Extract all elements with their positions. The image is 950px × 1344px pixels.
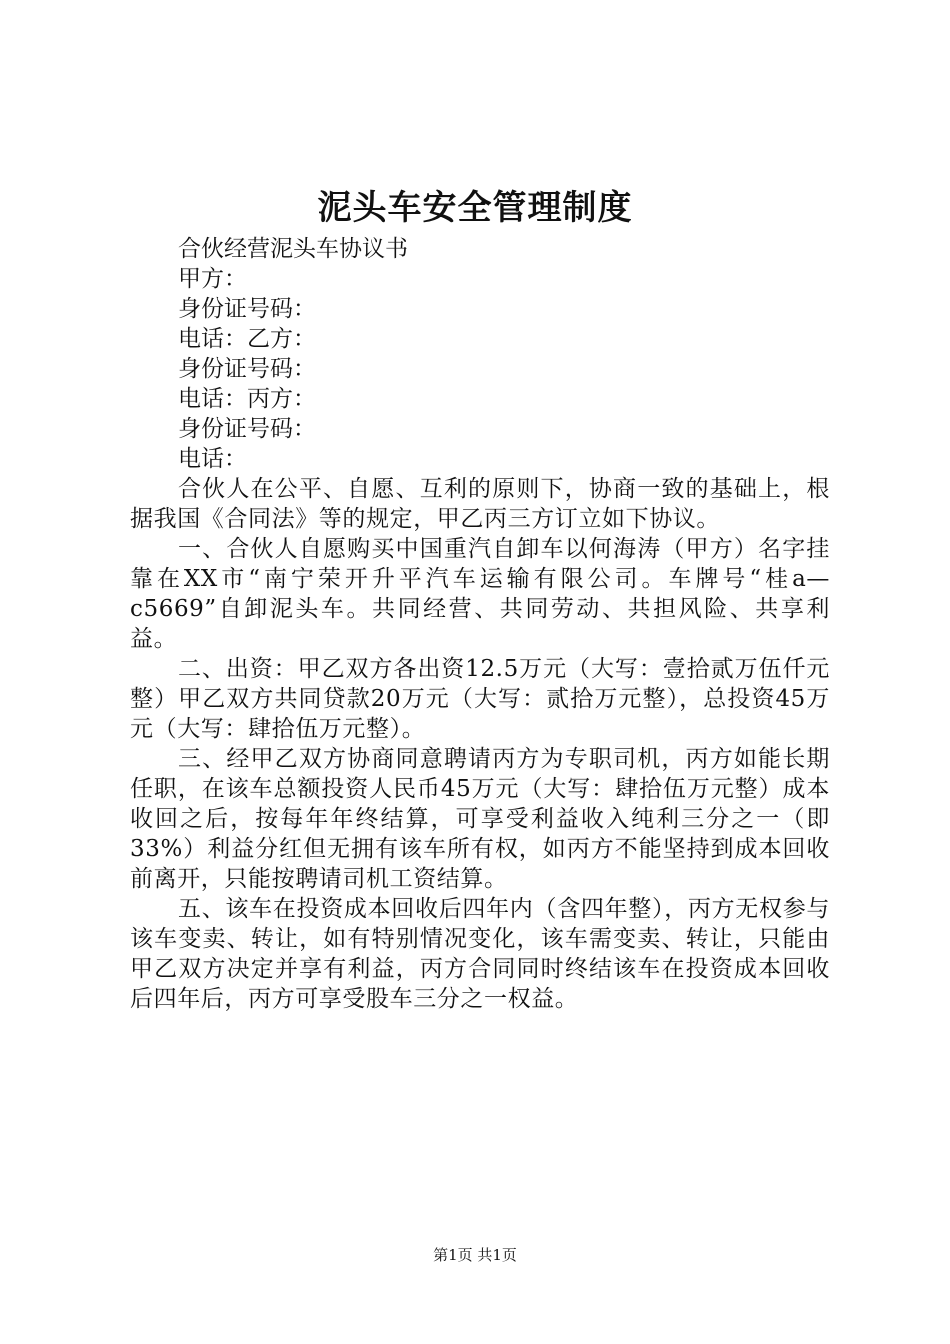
phone-line: 电话： xyxy=(178,446,247,472)
paragraph-intro: 合伙人在公平、自愿、互利的原则下，协商一致的基础上，根据我国《合同法》等的规定，甲乙丙三方订立如下协议。 xyxy=(130,476,830,532)
id-number-line-a: 身份证号码： xyxy=(178,296,316,322)
paragraph-clause-1: 一、合伙人自愿购买中国重汽自卸车以何海涛（甲方）名字挂靠在XX市“南宁荣开升平汽车运输有限公司。车牌号“桂a—c5669”自卸泥头车。共同经营、共同劳动、共担风险、共享利益。 xyxy=(130,536,830,652)
paragraph-clause-2: 二、出资：甲乙双方各出资12.5万元（大写：壹拾贰万伍仟元整）甲乙双方共同贷款20万元（大写：贰拾万元整），总投资45万元（大写：肆拾伍万元整）。 xyxy=(130,656,830,742)
paragraph-clause-3: 三、经甲乙双方协商同意聘请丙方为专职司机，丙方如能长期任职，在该车总额投资人民币45万元（大写：肆拾伍万元整）成本收回之后，按每年年终结算，可享受利益收入纯利三分之一（即33%）利益分红但无拥有该车所有权，如丙方不能坚持到成本回收前离开，只能按聘请司机工资结算。 xyxy=(130,746,830,892)
id-number-line-c: 身份证号码： xyxy=(178,416,316,442)
phone-party-c-line: 电话：丙方： xyxy=(178,386,316,412)
document-body xyxy=(130,234,830,1014)
document-title: 泥头车安全管理制度 xyxy=(317,188,633,228)
party-a-line: 甲方： xyxy=(178,266,247,292)
id-number-line-b: 身份证号码： xyxy=(178,356,316,382)
paragraph-clause-5: 五、该车在投资成本回收后四年内（含四年整），丙方无权参与该车变卖、转让，如有特别情况变化，该车需变卖、转让，只能由甲乙双方决定并享有利益，丙方合同同时终结该车在投资成本回收后四年后，丙方可享受股车三分之一权益。 xyxy=(130,896,830,1012)
phone-party-b-line: 电话：乙方： xyxy=(178,326,316,352)
page-number-footer: 第1页 共1页 xyxy=(433,1246,517,1264)
agreement-heading: 合伙经营泥头车协议书 xyxy=(178,236,408,262)
